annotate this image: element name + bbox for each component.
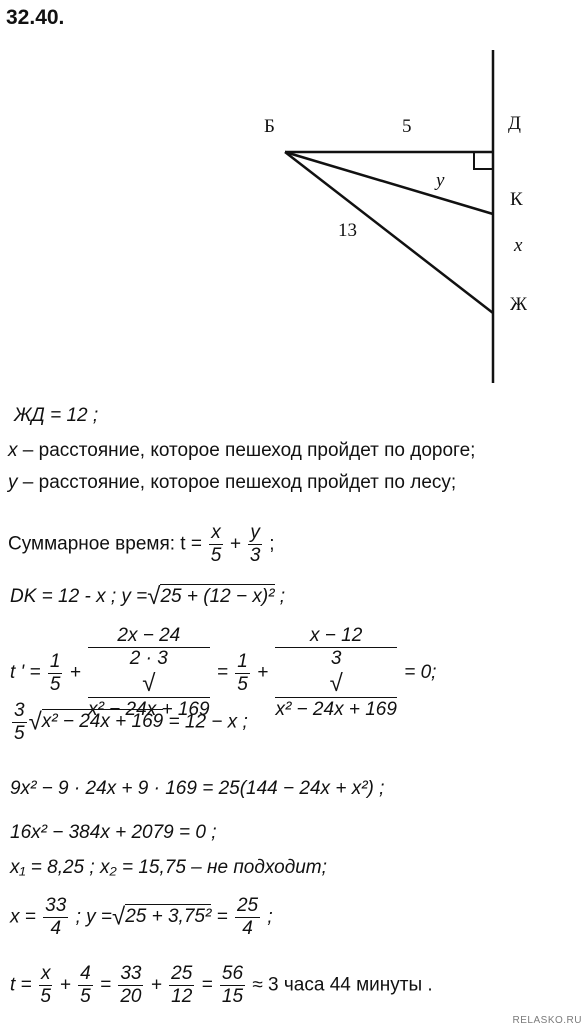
problem-number: 32.40. — [6, 6, 65, 29]
point-Zh-label: Ж — [510, 294, 528, 315]
line-DK: DK = 12 - x ; y =√25 + (12 − x)² ; — [10, 583, 286, 610]
length-13-label: 13 — [338, 220, 357, 241]
point-B-label: Б — [264, 116, 275, 137]
line-quadratic: 16x² − 384x + 2079 = 0 ; — [10, 822, 217, 843]
segment-BZh — [285, 152, 493, 313]
line-t-value: t = $\frac{x}{5}$ + $\frac{4}{5}$ = $\frac{33}{20}$ + $\frac{25}{12}$ = $\frac{56}{15}$ ≈ 3 часа 44 минуты . — [10, 963, 433, 1007]
watermark: RELASKO.RU — [512, 1015, 582, 1026]
triangle-figure — [0, 0, 588, 400]
length-5-label: 5 — [402, 116, 412, 137]
point-D-label: Д — [508, 113, 521, 134]
right-angle-mark — [474, 152, 493, 169]
segment-BK — [285, 152, 493, 214]
line-derivative: t ' = $\frac{1}{5}$ + 2x − 24 2 · 3 √ x² − 24x + 169 = $\frac{1}{5}$ + x − 12 3 √ x² − 24x + 169 = 0; — [10, 625, 437, 721]
line-y-def: y – расстояние, которое пешеход пройдет по лесу; — [8, 472, 457, 493]
line-squared: 9x² − 9 · 24x + 9 · 169 = 25(144 − 24x + x²) ; — [10, 778, 385, 799]
line-x-value: x = $\frac{33}{4}$ ; y =√25 + 3,75² = $\frac{25}{4}$ ; — [10, 895, 273, 939]
line-root-eq: $\frac{3}{5}$ √x² − 24x + 169 = 12 − x ; — [14, 700, 248, 744]
line-ZhD: ЖД = 12 ; — [14, 405, 99, 426]
x-label: x — [514, 235, 523, 256]
line-roots: x₁ = 8,25 ; x₂ = 15,75 – не подходит; — [10, 857, 327, 878]
point-K-label: К — [510, 189, 523, 210]
line-x-def: x – расстояние, которое пешеход пройдет по дороге; — [8, 440, 476, 461]
line-total-time: Суммарное время: t = $\frac{x}{5}$ + $\frac{y}{3}$ ; — [8, 522, 275, 566]
y-label: y — [436, 170, 445, 191]
